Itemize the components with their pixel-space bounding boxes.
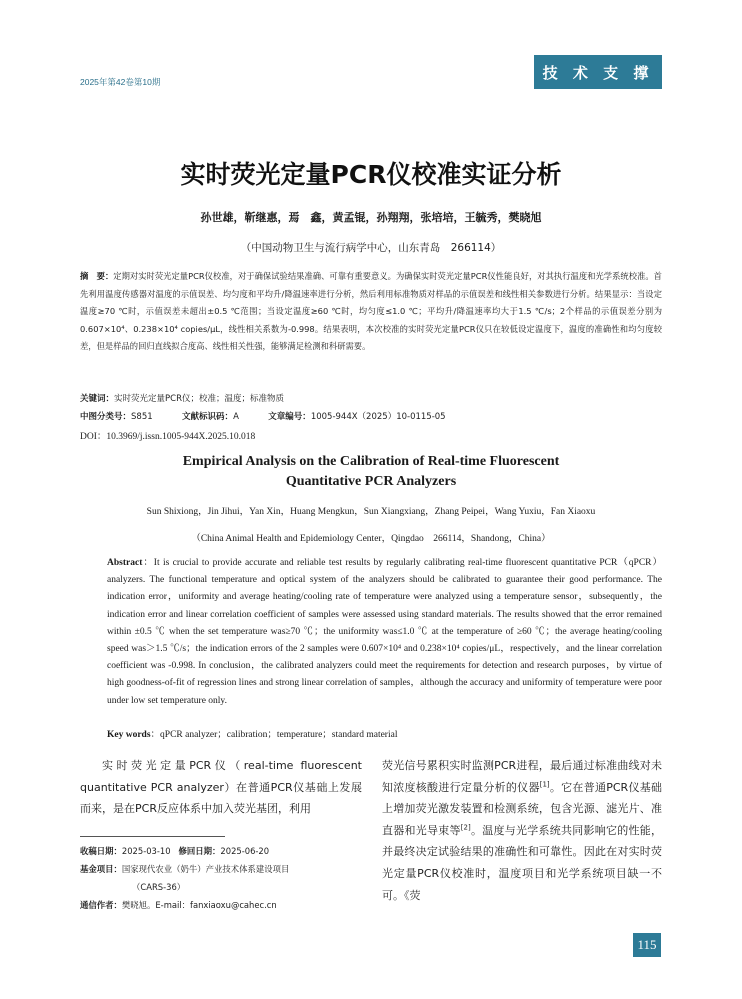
footnote-author [80, 896, 365, 914]
abstract-en-text: ：It is crucial to provide accurate and reliable test results by regularly calibrating real-time fluorescent quantitative PCR（qPCR）analyzers. The functional temperature and optical system of the analyzers should be calibrated to guarantee their good performance. The indication error，uniformity and average heating/cooling rate of temperature were analyzed using a temperature sensor，subsequently，the indication error and linear correlation coefficient of samples were assessed using standard materials. The results showed that the error remained within ±0.5 ℃ when the set temperature was≥70 ℃；the uniformity was≤1.0 ℃ at the temperature of ≥60 ℃；the average heating/cooling speed was＞1.5 ℃/s；the indication errors of the 2 samples were 0.607×10⁴ and 0.238×10⁴ copies/μL，respectively，and the linear correlation coefficient was -0.998. In conclusion，the calibrated analyzers could meet the requirements for detection and research purposes，by virtue of high goodness-of-fit of regression lines and strong linear correlation of samples，although the accuracy and uniformity of temperature were poor under low set temperature only. [107, 558, 662, 706]
footnotes [80, 842, 365, 914]
keywords-cn [80, 392, 284, 404]
body-right-part1: 荧光信号累积实时监测PCR进程，最后通过标准曲线对未知浓度核酸进行定量分析的仪器 [382, 759, 662, 794]
body-right-column [382, 755, 662, 906]
clc-label: 中图分类号： [80, 412, 132, 422]
keywords-en-text: ：qPCR analyzer；calibration；temperature；standard material [150, 730, 398, 740]
keywords-cn-label: 关键词： [80, 394, 115, 404]
footnote-dates [80, 842, 365, 860]
article-title-en [0, 452, 742, 492]
body-right-part2: 。它在普通PCR仪基础上增加荧光激发装置和检测系统，包含光源、滤光片、准直器和光导束等 [382, 780, 662, 837]
fund-line2: （CARS-36） [132, 882, 186, 892]
abstract-cn [80, 268, 662, 356]
body-left-column: 实时荧光定量PCR仪（real-time fluorescent quantitative PCR analyzer）在普通PCR仪基础上发展而来，是在PCR反应体系中加入荧光基团，利用 [80, 759, 362, 816]
title-en-line2: Quantitative PCR Analyzers [285, 474, 457, 489]
abstract-en-label: Abstract [107, 558, 143, 568]
article-title-cn: 实时荧光定量PCR仪校准实证分析 [180, 160, 562, 189]
abstract-cn-label: 摘 要： [80, 271, 114, 281]
authors-en: Sun Shixiong，Jin Jihui，Yan Xin，Huang Mengkun，Sun Xiangxiang，Zhang Peipei，Wang Yuxiu，Fan Xiaoxu [146, 507, 596, 517]
doc-code-label: 文献标识码： [182, 412, 234, 422]
received-date: 2025-03-10 [121, 846, 171, 856]
doi: DOI：10.3969/j.issn.1005-944X.2025.10.018 [80, 432, 256, 442]
section-label: 技 术 支 撑 [534, 55, 662, 89]
author-contact: 樊晓旭。E-mail：fanxiaoxu@cahec.cn [121, 900, 277, 910]
authors-cn: 孙世雄，靳继惠，焉 鑫，黄孟锟，孙翔翔，张培培，王毓秀，樊晓旭 [200, 211, 542, 224]
received-label: 收稿日期： [80, 846, 122, 856]
citation-2[interactable]: [2] [460, 823, 471, 832]
abstract-en [107, 555, 662, 710]
footnote-divider [80, 836, 225, 837]
citation-1[interactable]: [1] [539, 779, 550, 788]
keywords-en [107, 726, 397, 740]
keywords-en-label: Key words [107, 730, 151, 740]
clc-value: S851 [131, 412, 153, 422]
affiliation-cn: （中国动物卫生与流行病学中心，山东青岛 266114） [240, 242, 502, 254]
revised-date: 2025-06-20 [220, 846, 270, 856]
fund-label: 基金项目： [80, 864, 122, 874]
doc-code-value: A [233, 412, 239, 422]
classification-line [80, 410, 446, 422]
keywords-cn-text: 实时荧光定量PCR仪；校准；温度；标准物质 [114, 394, 284, 404]
abstract-cn-text: 定期对实时荧光定量PCR仪校准，对于确保试验结果准确、可靠有重要意义。为确保实时荧光定量PCR仪性能良好，对其执行温度和光学系统校准。首先利用温度传感器对温度的示值误差、均匀度和平均升/降温速率进行分析，然后利用标准物质对样品的示值误差和线性相关参数进行分析。结果显示：当设定温度≥70 ℃时，示值误差未超出±0.5 ℃范围；当设定温度≥60 ℃时，均匀度≤1.0 ℃；平均升/降温速率均大于1.5 ℃/s；2个样品的示值误差分别为0.607×10⁴、0.238×10⁴ copies/μL，线性相关系数为-0.998。结果表明，本次校准的实时荧光定量PCR仪只在较低设定温度下，温度的准确性和均匀度较差，但是样品的回归直线拟合度高、线性相关性强，能够满足检测和科研需要。 [80, 271, 662, 351]
journal-issue: 2025年第42卷第10期 [80, 77, 161, 87]
title-en-line1: Empirical Analysis on the Calibration of Real-time Fluorescent [182, 454, 560, 469]
footnote-fund [80, 860, 365, 878]
affiliation-en: （China Animal Health and Epidemiology Center，Qingdao 266114，Shandong，China） [191, 534, 551, 544]
author-label: 通信作者： [80, 900, 122, 910]
revised-label: 修回日期： [178, 846, 221, 856]
article-no-label: 文章编号： [268, 412, 311, 422]
article-no-value: 1005-944X（2025）10-0115-05 [310, 412, 446, 422]
fund-line1: 国家现代农业（奶牛）产业技术体系建设项目 [121, 864, 290, 874]
body-right-part3: 。温度与光学系统共同影响它的性能，并最终决定试验结果的准确性和可靠性。因此在对实时荧光定量PCR仪校准时，温度项目和光学系统项目缺一不可。《荧 [382, 823, 663, 902]
page-number: 115 [633, 933, 661, 957]
